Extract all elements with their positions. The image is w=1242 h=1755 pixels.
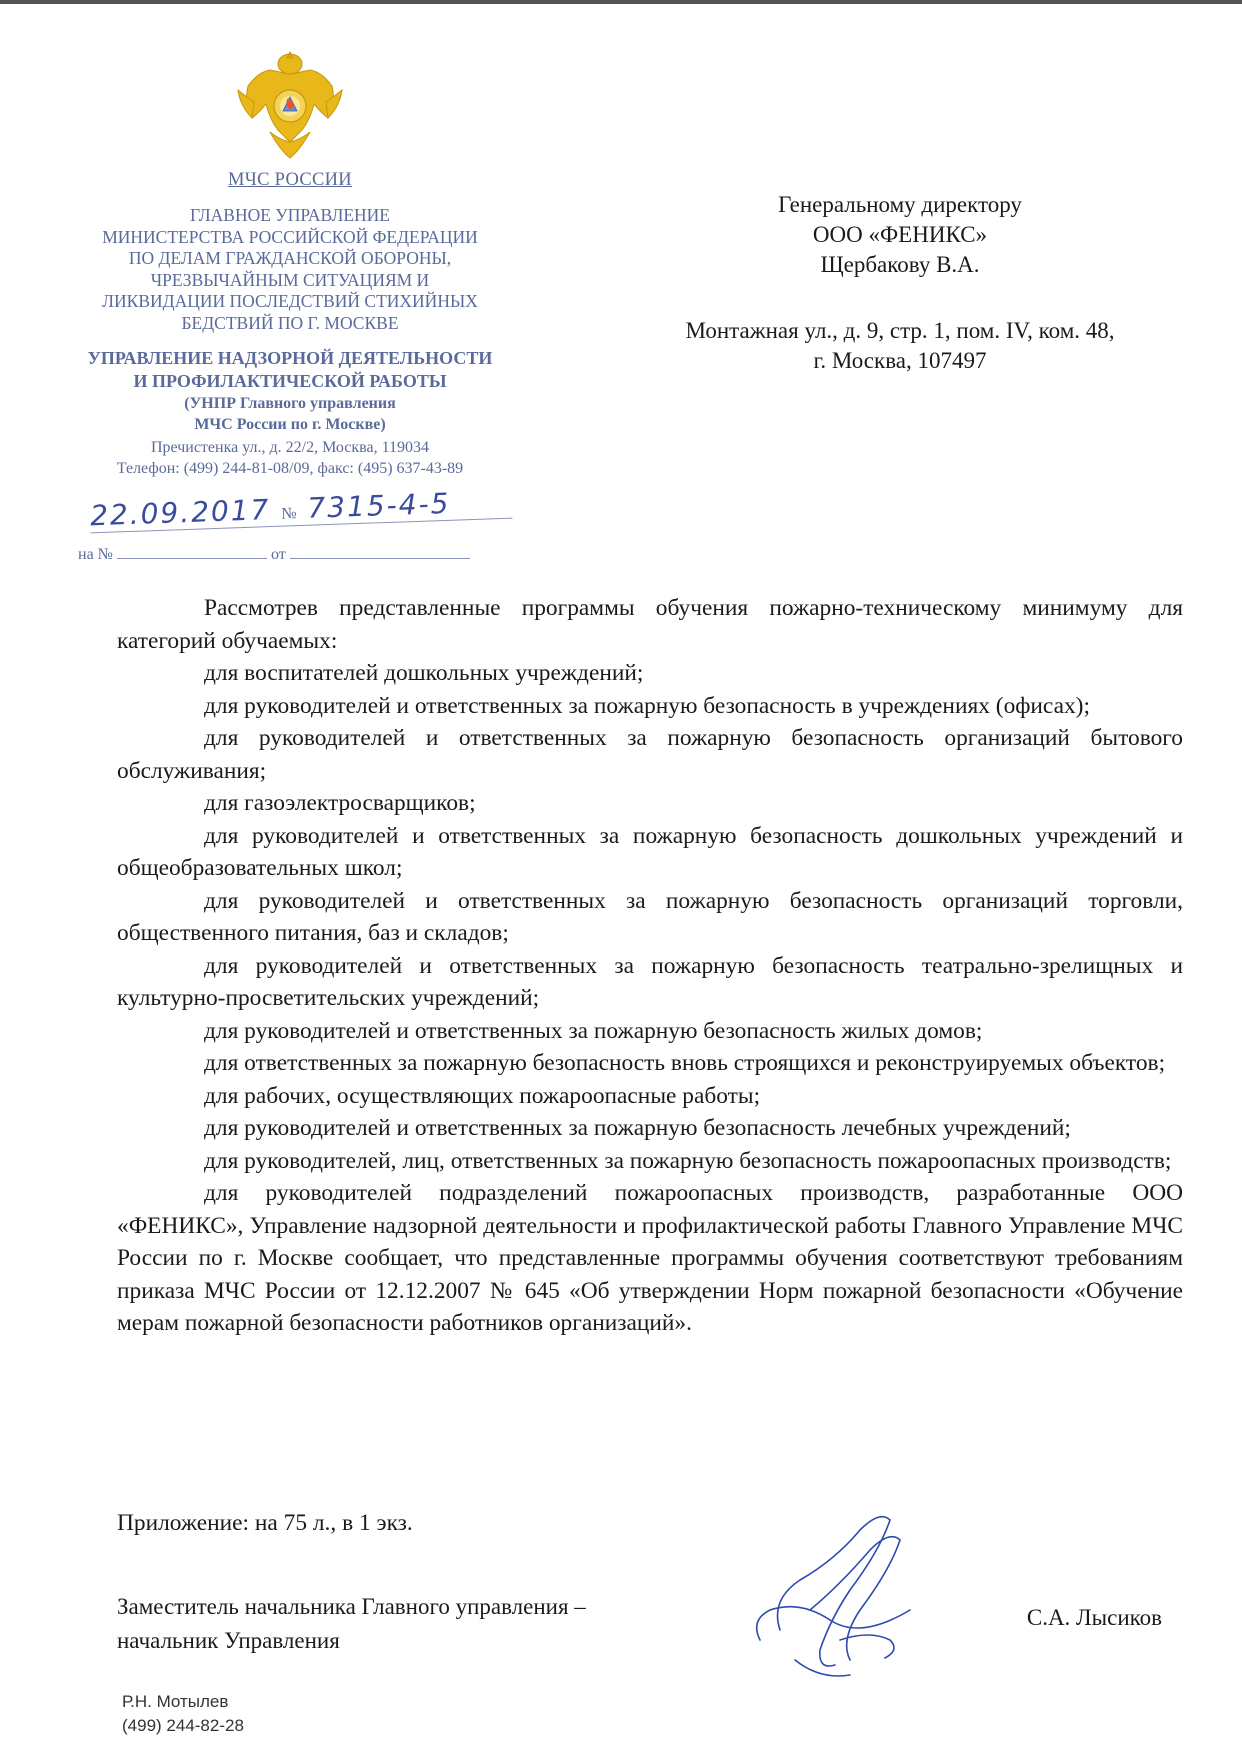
body-list-item: для руководителей и ответственных за пожарную безопасность организаций торговли, общественного питания, баз и складов; [117,887,1183,946]
ministry-line: ГЛАВНОЕ УПРАВЛЕНИЕ [189,205,390,225]
body-list-item: для руководителей и ответственных за пожарную безопасность лечебных учреждений; [204,1115,1071,1141]
registration-number-label: № [281,505,297,523]
recipient-city: г. Москва, 107497 [813,348,987,373]
registration-date: 22.09.2017 [89,493,271,533]
attachment-note: Приложение: на 75 л., в 1 экз. [117,1510,413,1536]
signer-title [117,1590,586,1658]
department-line: И ПРОФИЛАКТИЧЕСКОЙ РАБОТЫ [133,371,447,391]
signer-title-line: начальник Управления [117,1628,340,1653]
reference-number-blank [117,544,267,559]
department-line: УПРАВЛЕНИЕ НАДЗОРНОЙ ДЕЯТЕЛЬНОСТИ [87,348,493,368]
department-short-line: (УНПР Главного управления [184,395,396,412]
executor-info [122,1690,244,1738]
signer-name: С.А. Лысиков [1026,1605,1162,1630]
body-list-item: для руководителей и ответственных за пожарную безопасность в учреждениях (офисах); [204,692,1090,719]
registration-number: 7315-4-5 [306,486,451,525]
ministry-line: ПО ДЕЛАМ ГРАЖДАНСКОЙ ОБОРОНЫ, [128,248,452,268]
signer-title-line: Заместитель начальника Главного управления – [117,1594,586,1619]
reference-date-blank [290,544,470,559]
department-name [40,347,540,393]
letterhead-phone: Телефон: (499) 244-81-08/09, факс: (495) 637-43-89 [116,460,464,477]
body-list-item: для руководителей и ответственных за пожарную безопасность театрально-зрелищных и культурно-просветительских учреждений; [117,952,1183,1011]
letterhead [40,50,540,479]
recipient-name: Щербакову В.А. [820,252,980,277]
org-short-name: МЧС РОССИИ [228,170,352,190]
body-list-item: для руководителей и ответственных за пожарную безопасность жилых домов; [204,1017,983,1044]
body-list-item: для руководителей, лиц, ответственных за пожарную безопасность пожароопасных производств; [204,1147,1172,1174]
body-list-item: для ответственных за пожарную безопасность вновь строящихся и реконструируемых объектов; [204,1050,1166,1076]
ministry-line: МИНИСТЕРСТВА РОССИЙСКОЙ ФЕДЕРАЦИИ [102,226,478,247]
recipient-address: Монтажная ул., д. 9, стр. 1, пом. IV, ком. 48, [685,318,1115,343]
reference-from-label: от [270,546,286,563]
registration-stamp [90,485,513,534]
handwritten-signature-icon [740,1490,960,1700]
body-list-item: для газоэлектросварщиков; [204,790,476,816]
ministry-name [40,205,540,334]
ministry-line: БЕДСТВИЙ ПО Г. МОСКВЕ [181,312,399,333]
letter-body [117,592,1183,1340]
executor-phone: (499) 244-82-28 [122,1716,244,1735]
body-list-item: для руководителей и ответственных за пожарную безопасность дошкольных учреждений и общеобразовательных школ; [117,822,1183,881]
reference-label: на № [78,546,113,563]
ministry-line: ЛИКВИДАЦИИ ПОСЛЕДСТВИЙ СТИХИЙНЫХ [102,291,478,311]
body-conclusion: для руководителей подразделений пожароопасных производств, разработанные ООО «ФЕНИКС», Управление надзорной деятельности и профилактической работы Главного Управление МЧС России по г. Москве сообщает, что представленные программы обучения соответствуют требованиям приказа МЧС России от 12.12.2007 № 645 «Об утверждении Норм пожарной безопасности «Обучение мерам пожарной безопасности работников организаций». [117,1180,1183,1336]
recipient-block [620,190,1180,376]
ministry-line: ЧРЕЗВЫЧАЙНЫМ СИТУАЦИЯМ И [150,269,430,290]
department-short-line: МЧС России по г. Москве) [194,416,386,433]
letterhead-address: Пречистенка ул., д. 22/2, Москва, 119034 [150,439,430,456]
recipient-company: ООО «ФЕНИКС» [812,222,988,247]
executor-name: Р.Н. Мотылев [122,1692,229,1711]
emchs-eagle-emblem-icon [230,50,350,162]
department-short-name [40,393,540,435]
reference-line [78,544,508,564]
scan-edge [0,0,1242,4]
body-list-item: для рабочих, осуществляющих пожароопасные работы; [204,1082,761,1109]
body-list-item: для воспитателей дошкольных учреждений; [204,660,644,686]
body-intro: Рассмотрев представленные программы обучения пожарно-техническому минимуму для категорий обучаемых: [117,595,1183,654]
recipient-position: Генеральному директору [778,192,1022,217]
body-list-item: для руководителей и ответственных за пожарную безопасность организаций бытового обслуживания; [117,725,1183,784]
